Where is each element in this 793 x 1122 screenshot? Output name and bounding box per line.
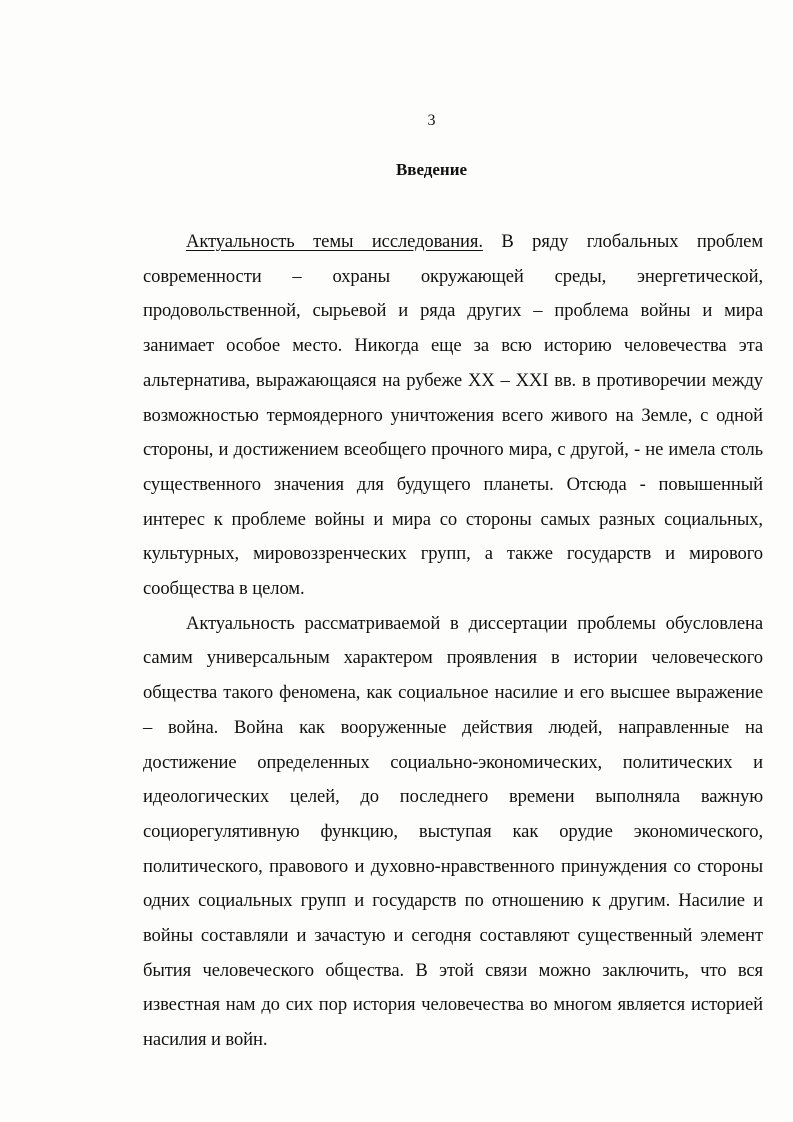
paragraph-lead-underlined: Актуальность темы исследования. [186, 231, 483, 252]
section-heading: Введение [395, 160, 468, 179]
body-text [143, 225, 763, 1058]
page-number: 3 [427, 112, 436, 129]
paragraph-text: В ряду глобальных проблем современности – охраны окружающей среды, энергетической, продовольственной, сырьевой и ряда других – проблема войны и мира занимает особое место. Никогда еще за всю историю человечества эта альтернатива, выражающаяся на рубеже XX – XXI вв. в противоречии между возможностью термоядерного уничтожения всего живого на Земле, с одной стороны, и достижением всеобщего прочного мира, с другой, - не имела столь существенного значения для будущего планеты. Отсюда - повышенный интерес к проблеме войны и мира со стороны самых разных социальных, культурных, мировоззренческих групп, а также государств и мирового сообщества в целом. [143, 231, 763, 600]
paragraph-text: Актуальность рассматриваемой в диссертации проблемы обусловлена самим универсальным характером проявления в истории человеческого общества такого феномена, как социальное насилие и его высшее выражение – война. Война как вооруженные действия людей, направленные на достижение определенных социально-экономических, политических и идеологических целей, до последнего времени выполняла важную социорегулятивную функцию, выступая как орудие экономического, политического, правового и духовно-нравственного принуждения со стороны одних социальных групп и государств по отношению к другим. Насилие и войны составляли и зачастую и сегодня составляют существенный элемент бытия человеческого общества. В этой связи можно заключить, что вся известная нам до сих пор история человечества во многом является историей насилия и войн. [143, 612, 763, 1051]
paragraph-problem-relevance [143, 607, 763, 1058]
paragraph-relevance [143, 225, 763, 607]
